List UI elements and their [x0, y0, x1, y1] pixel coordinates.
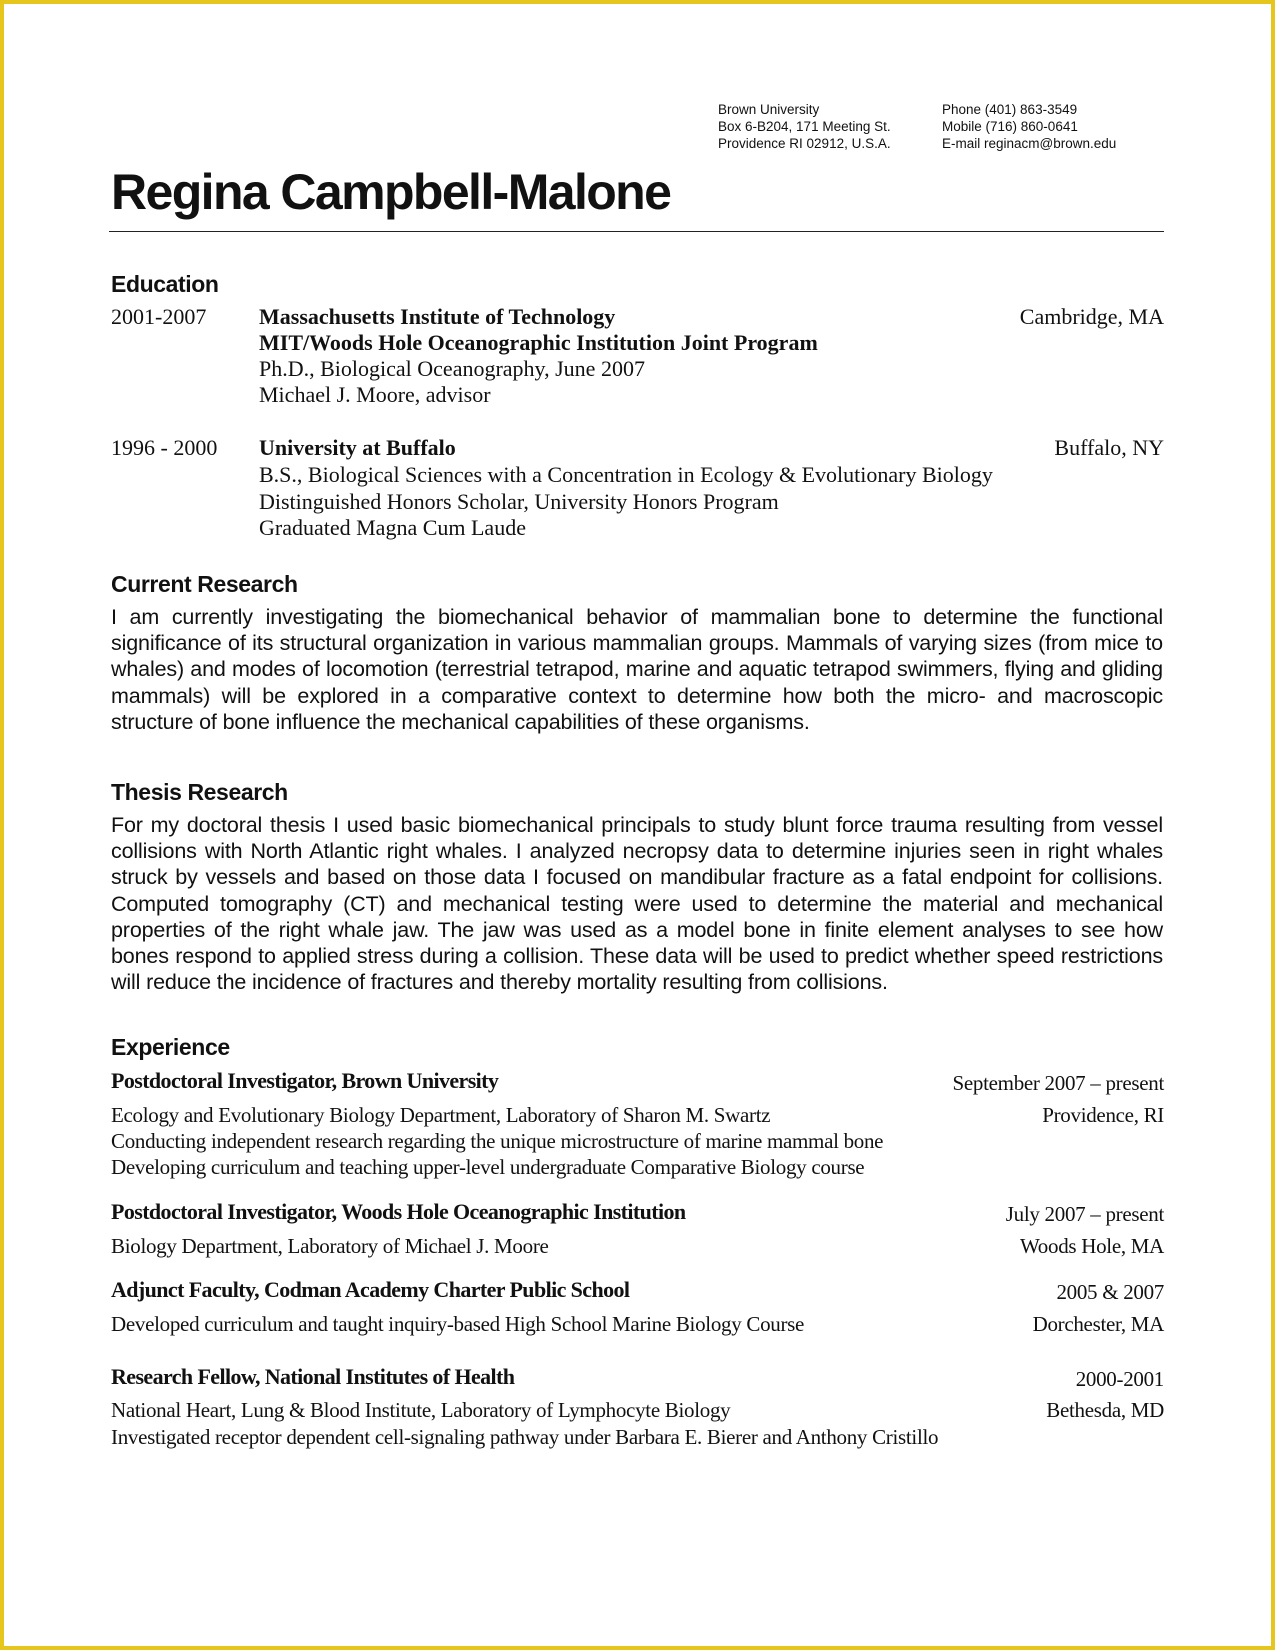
experience-location: Providence, RI — [1042, 1103, 1164, 1127]
current-research-paragraph: I am currently investigating the biomechanical behavior of mammalian bone to determine the functional significance of its structural organization in various mammalian groups. Mammals of varying sizes (from mice to whales) and modes of locomotion (terrestrial tetrapod, marine and aquatic tetrapod swimmers, flying and gliding mammals) will be explored in a comparative context to determine how both the micro- and macroscopic structure of bone influence the mechanical capabilities of these organisms. — [111, 605, 1163, 734]
education-detail: B.S., Biological Sciences with a Concentration in Ecology & Evolutionary Biology — [259, 462, 993, 487]
experience-dates: 2005 & 2007 — [1056, 1280, 1164, 1304]
header-divider — [109, 231, 1164, 232]
contact-phones — [942, 101, 1116, 152]
email-line: E-mail reginacm@brown.edu — [942, 136, 1117, 151]
experience-detail: Investigated receptor dependent cell-signaling pathway under Barbara E. Bierer and Anthony Cristillo — [111, 1425, 939, 1449]
section-heading-education: Education — [111, 271, 219, 297]
education-institution: University at Buffalo — [259, 435, 456, 460]
education-location: Buffalo, NY — [1054, 435, 1164, 460]
experience-detail: Developed curriculum and taught inquiry-based High School Marine Biology Course — [111, 1312, 805, 1336]
experience-dates: September 2007 – present — [952, 1071, 1164, 1095]
experience-dates: 2000-2001 — [1075, 1367, 1164, 1391]
education-detail: Distinguished Honors Scholar, University Honors Program — [259, 489, 779, 514]
resume-page — [4, 4, 1271, 1646]
experience-location: Dorchester, MA — [1032, 1312, 1164, 1336]
phone-line: Phone (401) 863-3549 — [942, 102, 1078, 117]
education-years: 1996 - 2000 — [111, 435, 218, 460]
experience-location: Woods Hole, MA — [1019, 1234, 1164, 1258]
education-years: 2001-2007 — [111, 304, 207, 329]
education-detail: Graduated Magna Cum Laude — [259, 515, 526, 540]
experience-title: Research Fellow, National Institutes of Health — [111, 1364, 515, 1389]
thesis-research-paragraph: For my doctoral thesis I used basic biomechanical principals to study blunt force trauma resulting from vessel collisions with North Atlantic right whales. I analyzed necropsy data to determine injuries seen in right whales struck by vessels and based on those data I focused on mandibular fracture as a fatal endpoint for collisions. Computed tomography (CT) and mechanical testing were used to determine the material and mechanical properties of the right whale jaw. The jaw was used as a model bone in finite element analyses to see how bones respond to applied stress during a collision. These data will be used to predict whether speed restrictions will reduce the incidence of fractures and thereby mortality resulting from collisions. — [111, 813, 1163, 995]
section-heading-experience: Experience — [111, 1034, 230, 1060]
experience-dates: July 2007 – present — [1005, 1202, 1164, 1226]
education-detail: Ph.D., Biological Oceanography, June 2007 — [259, 356, 645, 381]
experience-detail: Ecology and Evolutionary Biology Department, Laboratory of Sharon M. Swartz — [111, 1103, 771, 1127]
education-institution: Massachusetts Institute of Technology — [259, 304, 616, 329]
experience-detail: Developing curriculum and teaching upper-level undergraduate Comparative Biology course — [111, 1155, 865, 1179]
section-heading-thesis-research: Thesis Research — [111, 779, 288, 805]
contact-address — [718, 101, 891, 152]
education-location: Cambridge, MA — [1019, 304, 1164, 329]
address-line: Brown University — [718, 102, 820, 117]
experience-title: Postdoctoral Investigator, Brown University — [111, 1068, 499, 1093]
experience-detail: Conducting independent research regarding the unique microstructure of marine mammal bone — [111, 1129, 884, 1153]
mobile-line: Mobile (716) 860-0641 — [942, 119, 1078, 134]
experience-detail: Biology Department, Laboratory of Michael J. Moore — [111, 1234, 549, 1258]
experience-title: Adjunct Faculty, Codman Academy Charter Public School — [111, 1277, 630, 1302]
education-program: MIT/Woods Hole Oceanographic Institution Joint Program — [259, 330, 818, 355]
section-heading-current-research: Current Research — [111, 571, 298, 597]
address-line: Providence RI 02912, U.S.A. — [718, 136, 891, 151]
experience-title: Postdoctoral Investigator, Woods Hole Oceanographic Institution — [111, 1199, 686, 1224]
experience-detail: National Heart, Lung & Blood Institute, Laboratory of Lymphocyte Biology — [111, 1398, 731, 1422]
education-detail: Michael J. Moore, advisor — [259, 382, 491, 407]
experience-location: Bethesda, MD — [1046, 1398, 1164, 1422]
address-line: Box 6-B204, 171 Meeting St. — [718, 119, 891, 134]
candidate-name: Regina Campbell-Malone — [111, 164, 671, 220]
